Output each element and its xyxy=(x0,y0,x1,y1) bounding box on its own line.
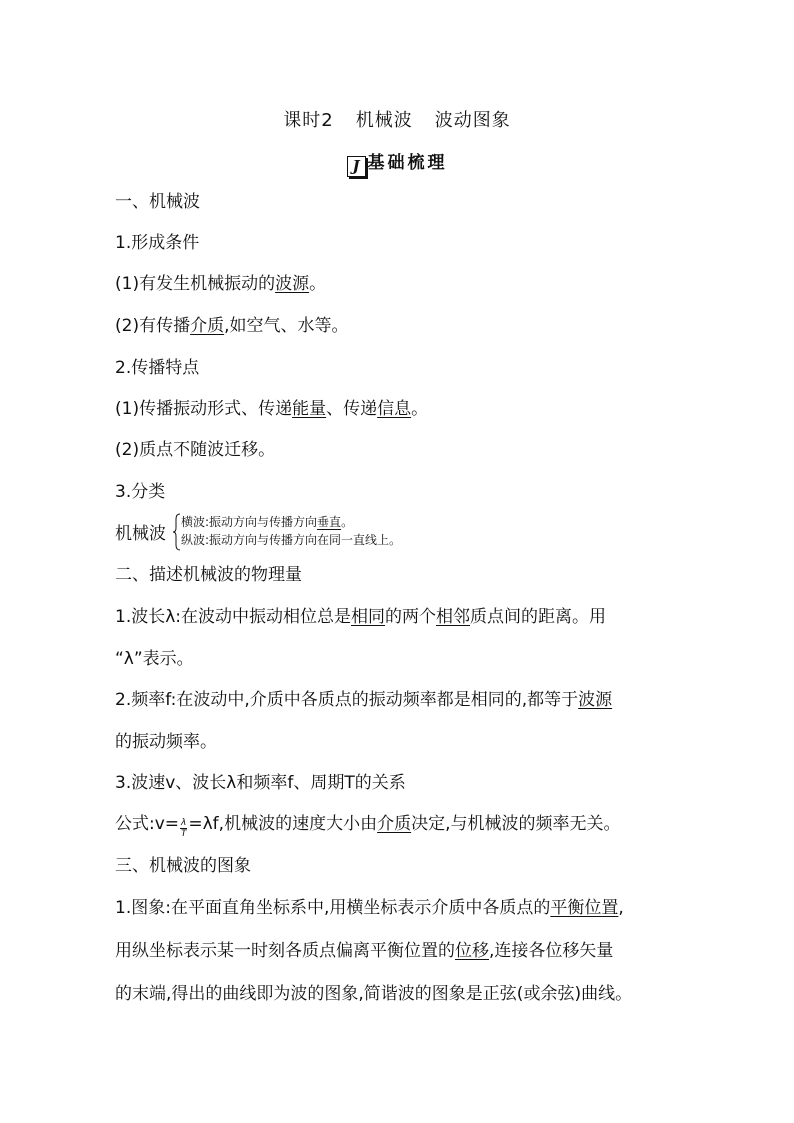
answer-blank: 介质 xyxy=(377,814,412,834)
section-heading: 二、描述机械波的物理量 xyxy=(115,565,302,585)
paragraph: 的振动频率。 xyxy=(115,732,217,752)
paragraph: “λ”表示。 xyxy=(115,649,194,669)
brace-item-longitudinal: 纵波:振动方向与传播方向在同一直线上。 xyxy=(181,533,402,547)
answer-blank: 相同 xyxy=(351,607,386,627)
answer-blank: 介质 xyxy=(190,316,225,336)
paragraph: (2)质点不随波迁移。 xyxy=(115,440,276,460)
title-lesson: 课时2 xyxy=(283,110,334,131)
formula-paragraph: 公式:v= $\frac{\lambda}{T}$ =λf,机械波的速度大小由介质决定,与机械波的频率无关。 xyxy=(115,814,621,839)
answer-blank: 垂直 xyxy=(317,515,342,529)
paragraph: 2.频率f:在波动中,介质中各质点的振动频率都是相同的,都等于波源 xyxy=(115,690,613,710)
section-heading: 一、机械波 xyxy=(115,192,200,212)
answer-blank: 能量 xyxy=(292,399,327,419)
subheading: 3.分类 xyxy=(115,482,166,502)
paragraph: 1.波长λ:在波动中振动相位总是相同的两个相邻质点间的距离。用 xyxy=(115,607,607,627)
section-badge-heading xyxy=(0,148,794,177)
paragraph: 用纵坐标表示某一时刻各质点偏离平衡位置的位移,连接各位移矢量 xyxy=(115,941,614,961)
answer-blank: 相邻 xyxy=(436,607,471,627)
brace-items xyxy=(181,513,401,549)
subheading: 2.传播特点 xyxy=(115,358,200,378)
answer-blank: 信息 xyxy=(377,399,412,419)
page-title xyxy=(0,106,794,132)
answer-blank: 位移 xyxy=(455,941,489,961)
brace-item-transverse: 横波:振动方向与传播方向垂直。 xyxy=(181,515,354,529)
answer-blank: 波源 xyxy=(578,690,613,710)
left-brace-icon xyxy=(173,513,181,551)
brace-label: 机械波 xyxy=(115,524,166,544)
paragraph: 3.波速v、波长λ和频率f、周期T的关系 xyxy=(115,773,406,793)
answer-blank: 平衡位置 xyxy=(550,898,619,918)
paragraph: 的末端,得出的曲线即为波的图象,简谐波的图象是正弦(或余弦)曲线。 xyxy=(115,984,633,1004)
subhead-text: 基础梳理 xyxy=(367,153,448,173)
answer-blank: 波源 xyxy=(275,274,310,294)
paragraph: (1)传播振动形式、传递能量、传递信息。 xyxy=(115,399,429,419)
paragraph: (2)有传播介质,如空气、水等。 xyxy=(115,316,349,336)
paragraph: 1.图象:在平面直角坐标系中,用横坐标表示介质中各质点的平衡位置, xyxy=(115,898,624,918)
paragraph: (1)有发生机械振动的波源。 xyxy=(115,274,327,294)
fraction-lambda-over-t: $\frac{\lambda}{T}$ xyxy=(180,818,187,839)
title-topic2: 波动图象 xyxy=(434,110,511,131)
title-topic1: 机械波 xyxy=(355,110,413,131)
subheading: 1.形成条件 xyxy=(115,233,200,253)
j-badge-icon: J xyxy=(347,156,366,177)
section-heading: 三、机械波的图象 xyxy=(115,856,251,876)
